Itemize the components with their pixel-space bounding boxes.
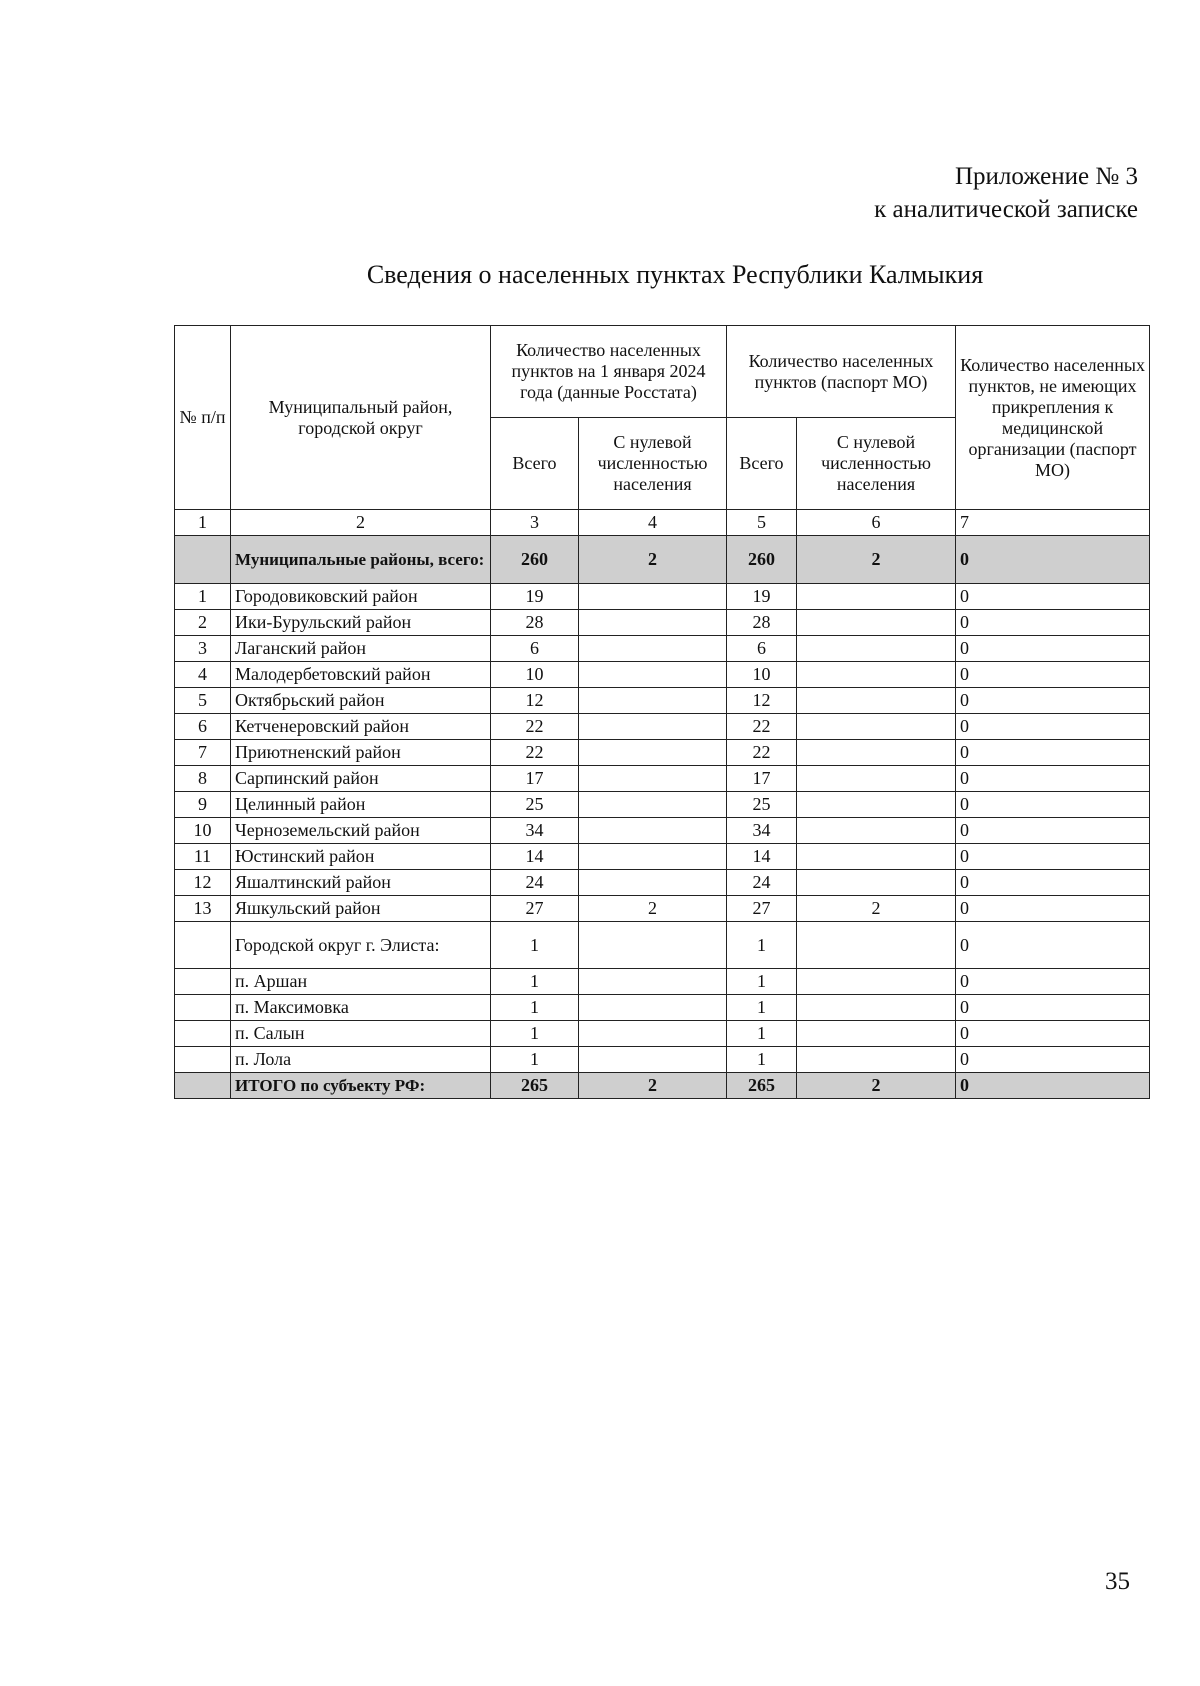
- column-number-row: [175, 510, 1150, 536]
- table-row: [175, 688, 1150, 714]
- row-number: 2: [175, 610, 231, 636]
- rosstat-zero-pop: [579, 870, 727, 896]
- district-name: Черноземельский район: [231, 818, 491, 844]
- no-attachment-count: 0: [956, 995, 1150, 1021]
- rosstat-total: 17: [491, 766, 579, 792]
- district-name: п. Салын: [231, 1021, 491, 1047]
- district-name: Малодербетовский район: [231, 662, 491, 688]
- column-number: 6: [797, 510, 956, 536]
- passport-total: 12: [727, 688, 797, 714]
- appendix-number: Приложение № 3: [954, 163, 1138, 190]
- passport-zero-pop: [797, 922, 956, 969]
- rosstat-total: 260: [491, 536, 579, 584]
- passport-total: 265: [727, 1073, 797, 1099]
- row-number: [175, 969, 231, 995]
- table-row: [175, 792, 1150, 818]
- row-number: 4: [175, 662, 231, 688]
- passport-total: 14: [727, 844, 797, 870]
- row-number: 10: [175, 818, 231, 844]
- passport-total: 28: [727, 610, 797, 636]
- passport-total: 1: [727, 922, 797, 969]
- rosstat-zero-pop: [579, 818, 727, 844]
- passport-zero-pop: [797, 636, 956, 662]
- rosstat-zero-pop: [579, 636, 727, 662]
- column-number: 4: [579, 510, 727, 536]
- row-number: 7: [175, 740, 231, 766]
- passport-zero-pop: [797, 1021, 956, 1047]
- district-name: Яшалтинский район: [231, 870, 491, 896]
- no-attachment-count: 0: [956, 662, 1150, 688]
- rosstat-zero-pop: [579, 922, 727, 969]
- district-name: Муниципальные районы, всего:: [231, 536, 491, 584]
- no-attachment-count: 0: [956, 610, 1150, 636]
- rosstat-zero-pop: [579, 688, 727, 714]
- table-row: [175, 818, 1150, 844]
- rosstat-zero-pop: [579, 792, 727, 818]
- passport-zero-pop: 2: [797, 896, 956, 922]
- rosstat-total: 265: [491, 1073, 579, 1099]
- row-number: [175, 1073, 231, 1099]
- passport-zero-pop: 2: [797, 536, 956, 584]
- rosstat-zero-pop: [579, 714, 727, 740]
- passport-total: 22: [727, 714, 797, 740]
- passport-total: 260: [727, 536, 797, 584]
- total-row: [175, 1073, 1150, 1099]
- rosstat-total: 34: [491, 818, 579, 844]
- passport-total: 25: [727, 792, 797, 818]
- rosstat-zero-pop: [579, 662, 727, 688]
- passport-total: 1: [727, 1021, 797, 1047]
- table-row: [175, 896, 1150, 922]
- row-number: 3: [175, 636, 231, 662]
- row-number: [175, 1021, 231, 1047]
- summary-row: [175, 536, 1150, 584]
- row-number: [175, 1047, 231, 1073]
- rosstat-zero-pop: [579, 610, 727, 636]
- rosstat-zero-pop: [579, 584, 727, 610]
- district-name: п. Аршан: [231, 969, 491, 995]
- document-title: Сведения о населенных пунктах Республики Калмыкия: [366, 260, 984, 289]
- district-name: п. Лола: [231, 1047, 491, 1073]
- passport-zero-pop: [797, 610, 956, 636]
- rosstat-total: 1: [491, 922, 579, 969]
- row-number: 11: [175, 844, 231, 870]
- rosstat-total: 1: [491, 969, 579, 995]
- rosstat-total: 6: [491, 636, 579, 662]
- rosstat-total: 14: [491, 844, 579, 870]
- no-attachment-count: 0: [956, 714, 1150, 740]
- row-number: 13: [175, 896, 231, 922]
- rosstat-total: 22: [491, 714, 579, 740]
- no-attachment-count: 0: [956, 740, 1150, 766]
- district-name: Ики-Бурульский район: [231, 610, 491, 636]
- passport-zero-pop: [797, 584, 956, 610]
- no-attachment-count: 0: [956, 969, 1150, 995]
- table-row: [175, 995, 1150, 1021]
- passport-zero-pop: [797, 844, 956, 870]
- rosstat-zero-pop: 2: [579, 1073, 727, 1099]
- passport-zero-pop: [797, 662, 956, 688]
- table-row: [175, 870, 1150, 896]
- passport-total: 10: [727, 662, 797, 688]
- district-name: ИТОГО по субъекту РФ:: [231, 1073, 491, 1099]
- passport-zero-pop: [797, 995, 956, 1021]
- passport-zero-pop: [797, 766, 956, 792]
- rosstat-total: 1: [491, 1047, 579, 1073]
- table-row: [175, 610, 1150, 636]
- district-name: Яшкульский район: [231, 896, 491, 922]
- no-attachment-count: 0: [956, 896, 1150, 922]
- city-district-row: [175, 922, 1150, 969]
- no-attachment-count: 0: [956, 688, 1150, 714]
- column-number: 1: [175, 510, 231, 536]
- no-attachment-count: 0: [956, 766, 1150, 792]
- appendix-heading: [874, 160, 1138, 226]
- header-district: Муниципальный район, городской округ: [231, 326, 491, 510]
- district-name: Юстинский район: [231, 844, 491, 870]
- column-number: 2: [231, 510, 491, 536]
- table-row: [175, 740, 1150, 766]
- table-row: [175, 636, 1150, 662]
- passport-total: 24: [727, 870, 797, 896]
- header-no-attachment: Количество населенных пунктов, не имеющих прикрепления к медицинской организации (паспорт МО): [956, 326, 1150, 510]
- district-name: Городской округ г. Элиста:: [231, 922, 491, 969]
- district-name: Городовиковский район: [231, 584, 491, 610]
- header-passport-group: Количество населенных пунктов (паспорт МО): [727, 326, 956, 418]
- no-attachment-count: 0: [956, 818, 1150, 844]
- rosstat-zero-pop: 2: [579, 536, 727, 584]
- table-row: [175, 1047, 1150, 1073]
- rosstat-zero-pop: [579, 844, 727, 870]
- no-attachment-count: 0: [956, 844, 1150, 870]
- rosstat-zero-pop: [579, 766, 727, 792]
- district-name: Целинный район: [231, 792, 491, 818]
- row-number: 1: [175, 584, 231, 610]
- rosstat-zero-pop: [579, 740, 727, 766]
- header-passport-total: Всего: [727, 418, 797, 510]
- rosstat-total: 28: [491, 610, 579, 636]
- settlements-table: [174, 325, 1150, 1099]
- column-number: 5: [727, 510, 797, 536]
- row-number: 5: [175, 688, 231, 714]
- passport-zero-pop: [797, 792, 956, 818]
- passport-zero-pop: [797, 969, 956, 995]
- header-rosstat-zero-pop: С нулевой численностью населения: [579, 418, 727, 510]
- table-row: [175, 714, 1150, 740]
- table-row: [175, 969, 1150, 995]
- rosstat-zero-pop: [579, 1021, 727, 1047]
- table-row: [175, 766, 1150, 792]
- passport-zero-pop: [797, 740, 956, 766]
- table-row: [175, 1021, 1150, 1047]
- table-body: [175, 536, 1150, 1099]
- no-attachment-count: 0: [956, 584, 1150, 610]
- passport-total: 1: [727, 995, 797, 1021]
- header-num: № п/п: [175, 326, 231, 510]
- header-rosstat-total: Всего: [491, 418, 579, 510]
- row-number: [175, 536, 231, 584]
- no-attachment-count: 0: [956, 792, 1150, 818]
- passport-total: 19: [727, 584, 797, 610]
- rosstat-zero-pop: [579, 969, 727, 995]
- column-number: 7: [956, 510, 1150, 536]
- passport-zero-pop: [797, 714, 956, 740]
- district-name: Сарпинский район: [231, 766, 491, 792]
- rosstat-zero-pop: 2: [579, 896, 727, 922]
- district-name: Приютненский район: [231, 740, 491, 766]
- no-attachment-count: 0: [956, 870, 1150, 896]
- rosstat-total: 27: [491, 896, 579, 922]
- passport-total: 1: [727, 1047, 797, 1073]
- passport-total: 27: [727, 896, 797, 922]
- column-number: 3: [491, 510, 579, 536]
- rosstat-total: 1: [491, 1021, 579, 1047]
- appendix-reference: к аналитической записке: [874, 196, 1138, 223]
- passport-total: 17: [727, 766, 797, 792]
- rosstat-zero-pop: [579, 1047, 727, 1073]
- passport-zero-pop: [797, 1047, 956, 1073]
- district-name: п. Максимовка: [231, 995, 491, 1021]
- passport-zero-pop: [797, 818, 956, 844]
- row-number: 9: [175, 792, 231, 818]
- passport-zero-pop: [797, 688, 956, 714]
- rosstat-total: 10: [491, 662, 579, 688]
- rosstat-total: 25: [491, 792, 579, 818]
- table-row: [175, 584, 1150, 610]
- rosstat-zero-pop: [579, 995, 727, 1021]
- rosstat-total: 24: [491, 870, 579, 896]
- no-attachment-count: 0: [956, 636, 1150, 662]
- row-number: [175, 995, 231, 1021]
- table-row: [175, 844, 1150, 870]
- no-attachment-count: 0: [956, 1073, 1150, 1099]
- no-attachment-count: 0: [956, 922, 1150, 969]
- no-attachment-count: 0: [956, 1047, 1150, 1073]
- page-number: 35: [1105, 1568, 1130, 1595]
- passport-total: 6: [727, 636, 797, 662]
- table-row: [175, 662, 1150, 688]
- header-passport-zero-pop: С нулевой численностью населения: [797, 418, 956, 510]
- passport-total: 34: [727, 818, 797, 844]
- row-number: 12: [175, 870, 231, 896]
- rosstat-total: 1: [491, 995, 579, 1021]
- district-name: Кетченеровский район: [231, 714, 491, 740]
- passport-total: 1: [727, 969, 797, 995]
- row-number: [175, 922, 231, 969]
- passport-total: 22: [727, 740, 797, 766]
- rosstat-total: 22: [491, 740, 579, 766]
- rosstat-total: 19: [491, 584, 579, 610]
- district-name: Лаганский район: [231, 636, 491, 662]
- header-rosstat-group: Количество населенных пунктов на 1 января 2024 года (данные Росстата): [491, 326, 727, 418]
- no-attachment-count: 0: [956, 536, 1150, 584]
- rosstat-total: 12: [491, 688, 579, 714]
- passport-zero-pop: 2: [797, 1073, 956, 1099]
- no-attachment-count: 0: [956, 1021, 1150, 1047]
- passport-zero-pop: [797, 870, 956, 896]
- row-number: 6: [175, 714, 231, 740]
- district-name: Октябрьский район: [231, 688, 491, 714]
- row-number: 8: [175, 766, 231, 792]
